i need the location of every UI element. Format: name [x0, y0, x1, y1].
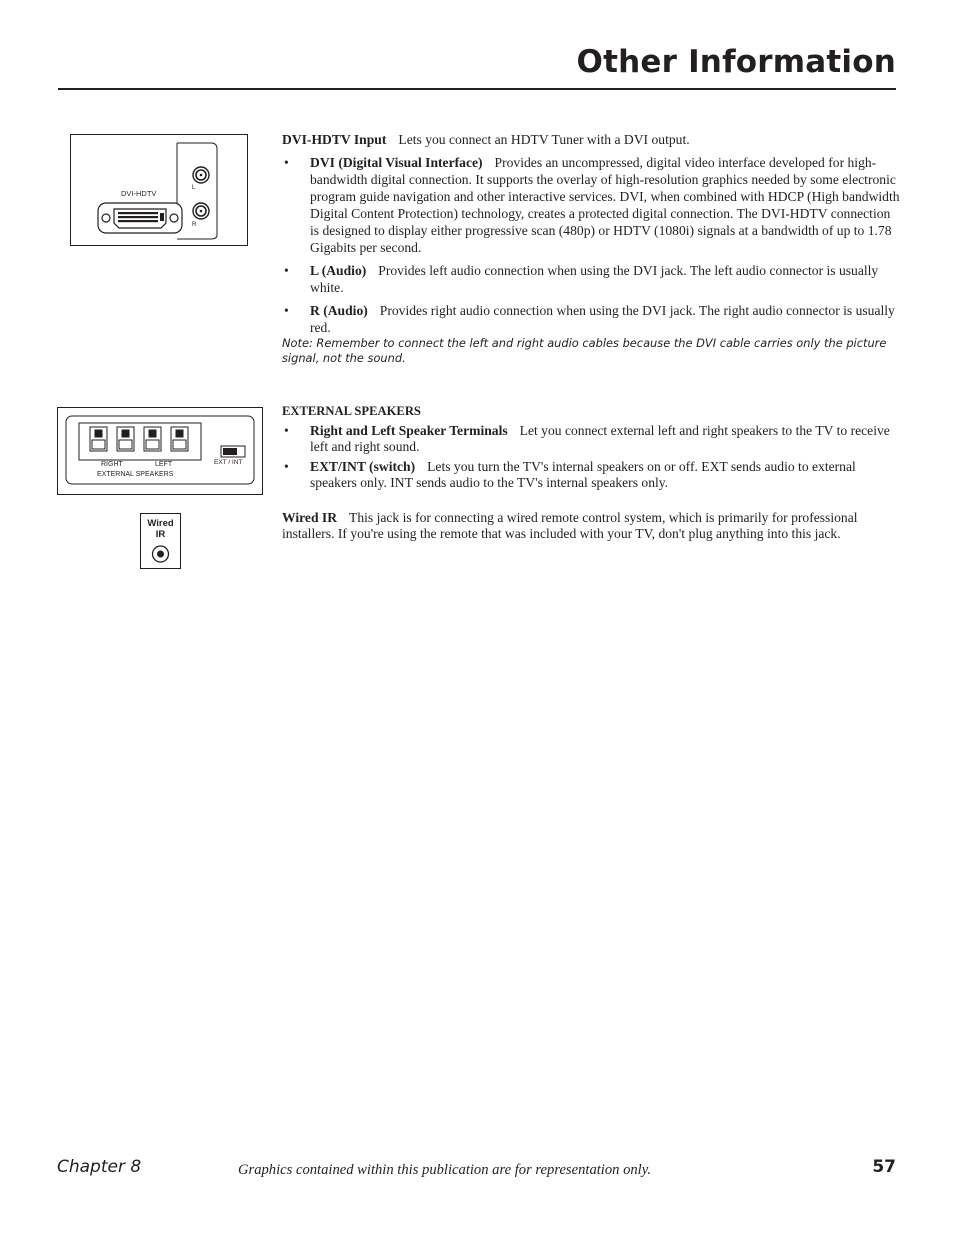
dvi-hdtv-figure [70, 134, 248, 246]
bullet-term: Right and Left Speaker Terminals [310, 423, 508, 438]
dvi-port-icon [98, 203, 182, 233]
dvi-intro-text: Lets you connect an HDTV Tuner with a DVI output. [398, 132, 690, 147]
wired-ir-text: This jack is for connecting a wired remote control system, which is primarily for professional installers. If you're using the remote that was included with your TV, don't plug anything into this jack. [282, 510, 858, 541]
bullet-text: Provides left audio connection when using the DVI jack. The left audio connector is usually white. [310, 263, 879, 295]
bullet-text: Provides right audio connection when using the DVI jack. The right audio connector is usually red. [310, 303, 895, 335]
wired-ir-paragraph [282, 510, 900, 542]
chapter-label: Chapter 8 [57, 1157, 142, 1177]
page-title: Other Information [576, 44, 896, 80]
page-number: 57 [872, 1157, 896, 1177]
bullet-icon: • [284, 459, 289, 474]
list-item [282, 262, 900, 296]
bullet-icon: • [284, 263, 289, 278]
dvi-section-title: DVI-HDTV Input [282, 132, 387, 147]
external-speakers-figure [57, 407, 263, 495]
dvi-connector-illustration [71, 135, 247, 245]
wired-ir-figure [140, 513, 181, 569]
speaker-terminals-illustration [58, 408, 262, 494]
right-speaker-label: RIGHT [101, 461, 123, 468]
ir-jack-icon [141, 514, 180, 568]
bullet-icon: • [284, 155, 289, 170]
dvi-hdtv-label: DVI-HDTV [121, 189, 157, 198]
bullet-icon: • [284, 303, 289, 318]
wired-ir-section [282, 510, 900, 542]
bullet-term: R (Audio) [310, 303, 368, 318]
bullet-term: EXT/INT (switch) [310, 459, 416, 474]
left-speaker-label: LEFT [155, 461, 173, 468]
bullet-text: Let you connect external left and right speakers to the TV to receive left and right sound. [310, 423, 890, 454]
speakers-section-title: EXTERNAL SPEAKERS [282, 404, 421, 418]
list-item [282, 302, 900, 336]
switch-icon [221, 446, 245, 457]
audio-r-label: R [192, 222, 197, 228]
list-item [282, 154, 900, 256]
footer-note: Graphics contained within this publication are for representation only. [238, 1162, 652, 1178]
audio-l-label: L [192, 185, 196, 191]
wired-ir-title: Wired IR [282, 510, 338, 525]
dvi-intro [282, 131, 900, 148]
speakers-section [282, 403, 900, 491]
ext-int-label: EXT / INT [214, 459, 243, 466]
list-item [282, 423, 900, 455]
external-speakers-label: EXTERNAL SPEAKERS [97, 471, 174, 478]
list-item [282, 459, 900, 491]
bullet-icon: • [284, 423, 289, 438]
bullet-text: Provides an uncompressed, digital video interface developed for high-bandwidth digital connection. It supports the overlay of high-resolution graphics needed by some electronic program guide navigation and other interactive services. DVI, when combined with HDCP (High bandwidth Digital Content Protection) technology, creates a protected digital connection. The DVI-HDTV connection is designed to display either progressive scan (480p) or HDTV (1080i) signals at a bandwidth of up to 1.78 Gigabits per second. [310, 155, 900, 255]
bullet-term: DVI (Digital Visual Interface) [310, 155, 483, 170]
wired-ir-label: Wired IR [147, 518, 174, 540]
bullet-text: Lets you turn the TV's internal speakers on or off. EXT sends audio to external speakers only. INT sends audio to the TV's internal speakers only. [310, 459, 856, 490]
dvi-note: Note: Remember to connect the left and right audio cables because the DVI cable carries only the picture signal, not the sound. [282, 336, 887, 365]
bullet-term: L (Audio) [310, 263, 367, 278]
dvi-section [282, 131, 900, 366]
header-rule [58, 88, 896, 90]
